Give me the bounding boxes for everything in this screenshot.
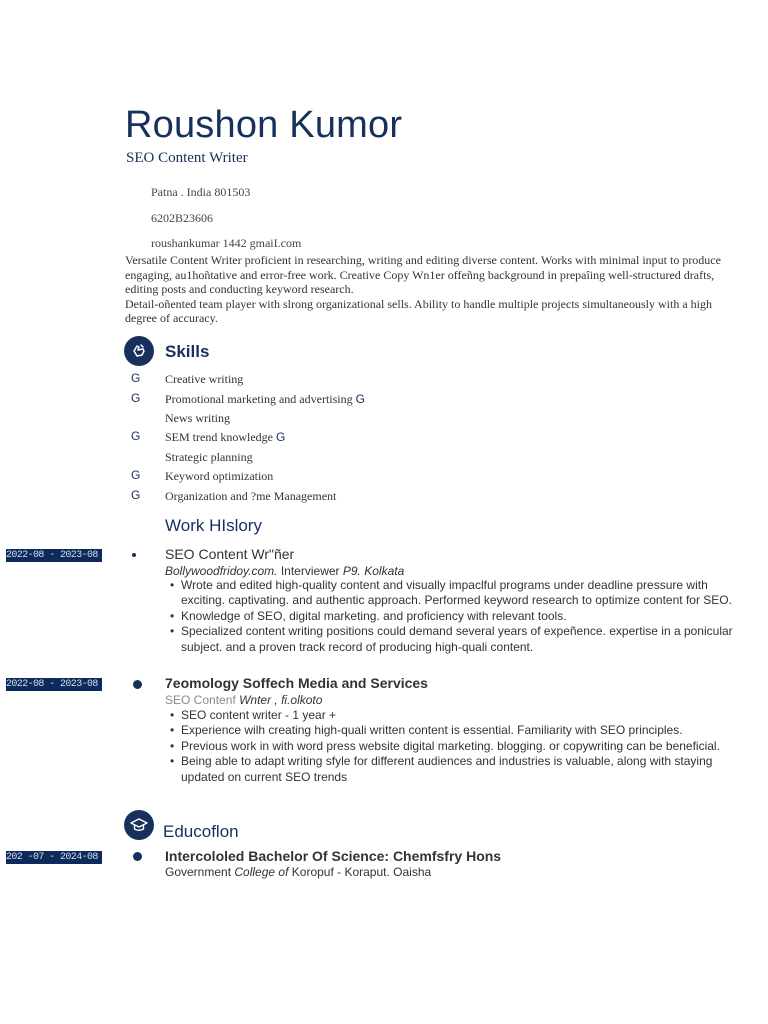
skill-label (165, 392, 365, 407)
job-role: Wnter , (239, 693, 278, 707)
skill-item (131, 449, 531, 467)
skill-bullet: G (131, 429, 141, 443)
work-history-heading: Work HIslory (165, 516, 262, 535)
graduation-cap-icon (124, 810, 154, 840)
timeline-dot (133, 852, 142, 861)
hand-pointer-icon (124, 336, 154, 366)
skill-bullet: G (131, 488, 141, 502)
education-institution (165, 865, 431, 879)
skill-item (131, 410, 531, 428)
skill-bullet: G (131, 391, 141, 405)
skills-heading: Skills (165, 342, 210, 361)
job-company-line (165, 693, 322, 707)
skill-suffix: G (275, 430, 286, 444)
skill-item (131, 371, 531, 389)
contact-email: roushankumar 1442 gmaiI.com (151, 236, 302, 250)
skill-suffix: G (355, 392, 365, 406)
job-date-tag: 2022-08 - 2023-08 (6, 678, 102, 691)
summary-paragraph-2: Detail-oñented team player with slrong organizational sells. Ability to handle multiple projects simultaneously with a high degree of accuracy. (125, 296, 712, 326)
list-item: • Specialized content writing positions could demand several years of expeñence. expertise in a ponicular subject. and a proven track record of producing high-quali content. (170, 624, 735, 655)
institution-part: College of (234, 865, 289, 879)
list-item: • Wrote and edited high-quality content and visually impaclful programs under deadline pressure with exciting. captivating. and authentic approach. Performed keyword research to optimize content for SEO. (170, 578, 735, 609)
job-title: SEO Content Wr"ñer (165, 546, 295, 562)
institution-part: Koropuf - Koraput. Oaisha (291, 865, 432, 879)
timeline-dot (133, 680, 142, 689)
education-degree: Intercololed Bachelor Of Science: Chemfsfry Hons (165, 848, 502, 864)
list-item: • Previous work in with word press website digital marketing. blogging. or copywriting can be beneficial. (170, 739, 735, 754)
skill-label (165, 469, 273, 484)
job-bullets (170, 578, 735, 655)
candidate-name: Roushon Kumor (125, 104, 403, 146)
skill-item (131, 468, 531, 486)
skill-label (165, 411, 230, 426)
skill-text: Strategic planning (165, 450, 253, 464)
job-location: P9. Kolkata (342, 564, 405, 578)
skill-text: News writing (165, 411, 230, 425)
skill-item (131, 488, 531, 506)
education-date-tag: 202 -07 - 2024-08 (6, 851, 102, 864)
job-title: 7eomology Soffech Media and Services (165, 675, 428, 691)
skill-label (165, 450, 253, 465)
list-item: • SEO content writer - 1 year + (170, 708, 735, 723)
institution-part: Government (165, 865, 232, 879)
candidate-title: SEO Content Writer (126, 150, 248, 166)
job-company-line (165, 564, 404, 578)
professional-summary (125, 253, 735, 326)
skill-item (131, 391, 531, 409)
list-item: • Experience wilh creating high-quali written content is essential. Familiarity with SEO principles. (170, 723, 735, 738)
skill-label (165, 430, 285, 445)
skill-text: SEM trend knowledge (165, 430, 273, 444)
skill-item (131, 429, 531, 447)
skill-label (165, 372, 243, 387)
skill-bullet: G (131, 468, 141, 482)
skill-text: Keyword optimization (165, 469, 274, 483)
list-item: • Knowledge of SEO, digital marketing. and proficiency with relevant tools. (170, 609, 735, 624)
job-role: Interviewer (280, 564, 340, 578)
skill-text: Organization and ?me Management (165, 489, 337, 503)
job-date-tag: 2022-08 - 2023-08 (6, 549, 102, 562)
job-bullets (170, 708, 735, 785)
contact-location: Patna . India 801503 (151, 185, 251, 199)
skill-text: Promotional marketing and advertising (165, 392, 353, 406)
job-company: SEO Contenf (165, 693, 236, 707)
job-company: Bollywoodfridoy.com. (165, 564, 278, 578)
job-location: fi.olkoto (281, 693, 323, 707)
timeline-dot (132, 553, 136, 557)
list-item: • Being able to adapt writing sfyle for different audiences and industries is valuable, along with staying updated on current SEO trends (170, 754, 735, 785)
skill-bullet: G (131, 371, 141, 385)
skill-text: Creative writing (165, 372, 244, 386)
contact-phone: 6202B23606 (151, 211, 214, 225)
skill-label (165, 489, 336, 504)
summary-paragraph-1: Versatile Content Writer proficient in researching, writing and editing diverse content. Works with minimal input to produce engaging, au1hoñtative and error-free work. Creative Copy Wn1er offeñng background in prepaîing well-structured drafts, editing posts and conducting keyword research. (125, 253, 721, 297)
education-heading: Educoflon (163, 822, 239, 841)
